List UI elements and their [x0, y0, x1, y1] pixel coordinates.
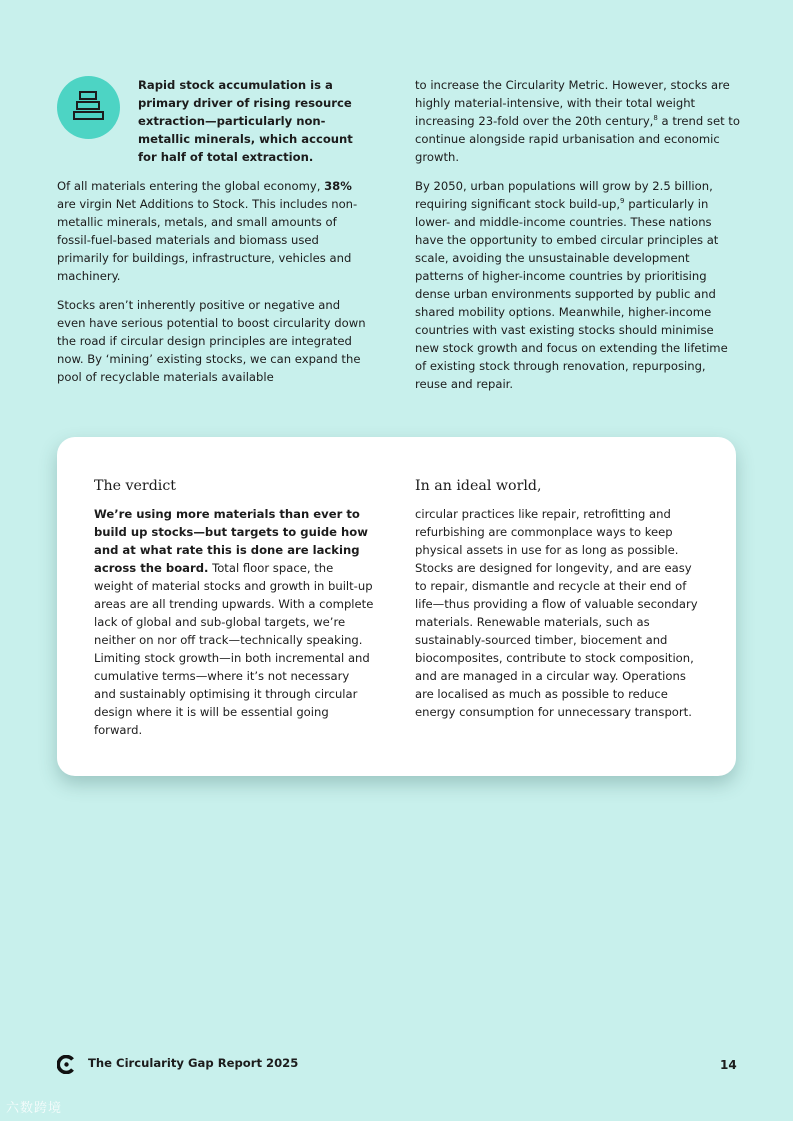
- right-paragraph-2: By 2050, urban populations will grow by 2.5 billion, requiring significant stock build-up,$^9$ particularly in lower- and middle-income countries. These nations have the opportunity to embed circular principles at scale, avoiding the unsustainable development patterns of higher-income countries by prioritising dense urban environments supported by public and shared mobility options. Meanwhile, higher-income countries with vast existing stocks should minimise new stock growth and focus on extending the lifetime of existing stock through renovation, repurposing, reuse and repair.: [415, 179, 728, 391]
- footnote-ref-8[interactable]: 8: [653, 114, 658, 123]
- verdict-card: [57, 437, 736, 776]
- circularity-c-logo-icon: [57, 1055, 76, 1074]
- stat-38-percent: 38%: [324, 179, 352, 193]
- left-paragraph-1: Of all materials entering the global economy, 38% are virgin Net Additions to Stock. This includes non-metallic minerals, metals, and small amounts of fossil-fuel-based materials and biomass used primarily for buildings, infrastructure, vehicles and machinery.: [57, 179, 358, 283]
- page-number: 14: [720, 1058, 737, 1072]
- ideal-world-text: circular practices like repair, retrofitting and refurbishing are commonplace ways to keep physical assets in use for as long as possible. Stocks are designed for longevity, and are easy to repair, dismantle and recycle at their end of life—thus providing a flow of valuable secondary materials. Renewable materials, such as sustainably-sourced timber, biocement and biocomposites, contribute to stock composition, and are managed in a circular way. Operations are localised as much as possible to reduce energy consumption for unnecessary transport.: [415, 507, 698, 719]
- watermark: 六数跨境: [6, 1101, 63, 1116]
- stacked-layers-icon: [57, 76, 120, 139]
- ideal-world-heading: In an ideal world,: [415, 478, 542, 494]
- intro-highlight: Rapid stock accumulation is a primary driver of rising resource extraction—particularly non-metallic minerals, which account for half of total extraction.: [138, 78, 353, 164]
- verdict-heading: The verdict: [94, 478, 176, 494]
- report-title: The Circularity Gap Report 2025: [88, 1056, 299, 1070]
- verdict-text: We’re using more materials than ever to build up stocks—but targets to guide how and at what rate this is done are lacking across the board. Total floor space, the weight of material stocks and growth in built-up areas are all trending upwards. With a complete lack of global and sub-global targets, we’re neither on nor off track—technically speaking. Limiting stock growth—in both incremental and cumulative terms—where it’s not necessary and sustainably optimising it through circular design where it is will be essential going forward.: [94, 507, 374, 737]
- left-column: [57, 177, 369, 397]
- right-paragraph-1: to increase the Circularity Metric. However, stocks are highly material-intensive, with their total weight increasing 23-fold over the 20th century,$^8$ a trend set to continue alongside rapid urbanisation and economic growth.: [415, 78, 740, 164]
- left-paragraph-2: Stocks aren’t inherently positive or negative and even have serious potential to boost circularity down the road if circular design principles are integrated now. By ‘mining’ existing stocks, we can expand the pool of recyclable materials available: [57, 298, 366, 384]
- footnote-ref-9[interactable]: 9: [620, 197, 625, 206]
- right-column: [415, 76, 740, 404]
